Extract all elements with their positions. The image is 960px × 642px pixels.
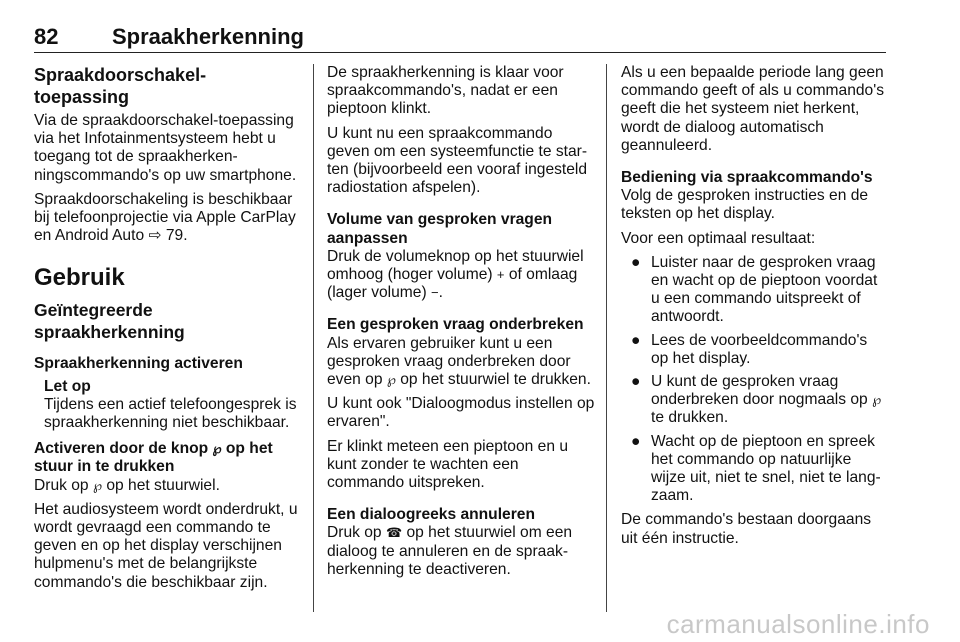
bullet-icon: ● <box>631 373 641 391</box>
paragraph: Voor een optimaal resultaat: <box>621 229 816 247</box>
volume-up-icon: + <box>496 267 505 283</box>
paragraph <box>327 524 595 579</box>
heading: Spraakherkenning activeren <box>34 355 243 373</box>
paragraph <box>34 477 300 495</box>
paragraph <box>327 248 595 303</box>
voice-recognition-icon: ℘ <box>872 392 882 408</box>
column-2 <box>327 64 595 585</box>
list-item <box>621 332 887 368</box>
text: Druk op <box>327 524 386 542</box>
page-number: 82 <box>34 24 59 49</box>
heading: Een dialoogreeks annuleren <box>327 506 535 524</box>
text: op het stuurwiel te drukken. <box>395 371 591 389</box>
text: U kunt de gesproken vraag onderbreken door nogmaals op <box>651 373 873 409</box>
column-3 <box>621 64 887 554</box>
bullet-icon: ● <box>631 331 641 349</box>
text: Druk de volumeknop op het stuurwiel omhoog (hoger volume) <box>327 247 584 284</box>
volume-down-icon: − <box>431 285 439 301</box>
page-header <box>34 22 886 53</box>
paragraph: U kunt ook "Dialoogmodus instellen op ervaren". <box>327 395 595 431</box>
page-reference-link[interactable]: ⇨ 79. <box>148 227 188 245</box>
heading: Volume van gesproken vragen aanpassen <box>327 211 553 247</box>
column-divider <box>313 64 314 612</box>
list-item <box>621 254 887 327</box>
text: te drukken. <box>651 409 729 427</box>
text: op het stuur in te drukken <box>34 440 273 476</box>
voice-recognition-icon: ℘ <box>92 477 103 493</box>
heading: Een gesproken vraag onderbreken <box>327 316 584 334</box>
bullet-icon: ● <box>631 253 641 271</box>
text: Lees de voorbeeldcommando's op het display. <box>651 331 868 367</box>
note-text: Tijdens een actief telefoongesprek is spraakherkenning niet beschikbaar. <box>44 395 297 432</box>
list-item <box>621 373 887 428</box>
heading <box>34 440 300 476</box>
paragraph: U kunt nu een spraakcommando geven om een systeemfunctie te starten (bijvoorbeeld een vooraf ingesteld radiostation afspelen). <box>327 124 588 197</box>
paragraph: De spraakherkenning is klaar voor spraakcommando's, nadat er een pieptoon klinkt. <box>327 64 564 118</box>
heading: Bediening via spraakcommando's <box>621 169 873 187</box>
paragraph: Als u een bepaalde periode lang geen commando geeft of als u commando's geeft die het systeem niet herkent, wordt de dialoog automatisch geannuleerd. <box>621 64 885 154</box>
watermark: carmanualsonline.info <box>666 609 930 639</box>
paragraph: Volg de gesproken instructies en de teksten op het display. <box>621 187 869 223</box>
paragraph: De commando's bestaan doorgaans uit één instructie. <box>621 511 872 547</box>
column-1 <box>34 64 300 598</box>
voice-recognition-icon: ℘ <box>386 372 396 388</box>
phone-icon: ☎ <box>385 525 403 541</box>
text: op het stuurwiel. <box>102 476 220 494</box>
paragraph: Er klinkt meteen een pieptoon en u kunt zonder te wachten een commando uitspreken. <box>327 437 568 492</box>
note-title: Let op <box>44 377 91 395</box>
text: op het stuurwiel om een dialoog te annuleren en de spraakherkenning te deactiveren. <box>327 524 573 578</box>
page-title: Spraakherkenning <box>112 24 304 49</box>
text: Als ervaren gebruiker kunt u een gesproken vraag onderbreken door even op <box>327 334 571 389</box>
paragraph: Via de spraakdoorschakel-toepassing via het Infotainmentsysteem hebt u toegang tot de spraakherkenningscommando's op uw smartphone. <box>34 112 297 184</box>
text: of omlaag (lager volume) <box>327 266 578 302</box>
column-divider <box>606 64 607 612</box>
bullet-list <box>621 254 887 506</box>
paragraph <box>34 191 300 246</box>
section-title: Spraakdoorschakel-toepassing <box>34 65 207 107</box>
voice-recognition-icon: ℘ <box>212 441 222 457</box>
paragraph <box>327 335 595 390</box>
subsection-title: Geïntegreerde spraakherkenning <box>34 300 185 343</box>
text: Luister naar de gesproken vraag en wacht op de pieptoon voordat u een commando uitspreekt of antwoordt. <box>651 253 878 326</box>
chapter-heading: Gebruik <box>34 264 125 292</box>
text: Druk op <box>34 476 93 494</box>
text: Activeren door de knop <box>34 440 213 458</box>
bullet-icon: ● <box>631 432 641 450</box>
note-box <box>44 378 300 433</box>
paragraph: Het audiosysteem wordt onderdrukt, u wordt gevraagd een commando te geven en op het display verschijnen hulpmenu's met de belangrijkste commando's die beschikbaar zijn. <box>34 500 298 591</box>
text: . <box>438 284 443 302</box>
text: Spraakdoorschakeling is beschikbaar bij telefoonprojectie via Apple CarPlay en Android Auto <box>34 190 296 245</box>
list-item <box>621 433 887 506</box>
text: Wacht op de pieptoon en spreek het commando op natuurlijke wijze uit, niet te snel, niet te langzaam. <box>651 432 881 505</box>
